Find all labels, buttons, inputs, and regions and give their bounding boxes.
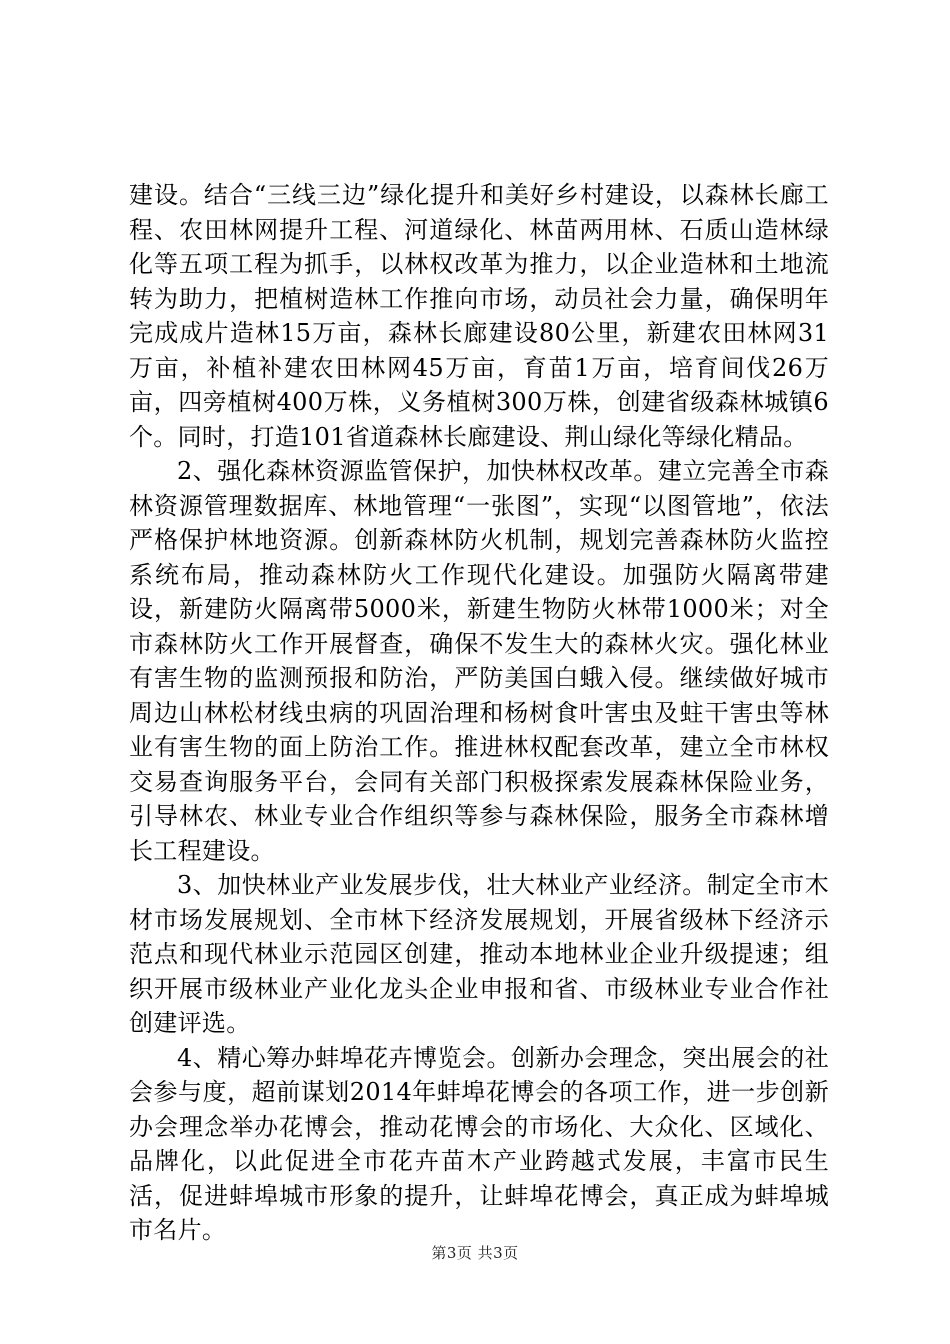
document-body (129, 178, 829, 1248)
page-number-footer: 第3页 共3页 (431, 1244, 519, 1262)
paragraph-continuation: 建设。结合“三线三边”绿化提升和美好乡村建设，以森林长廊工程、农田林网提升工程、河道绿化、林苗两用林、石质山造林绿化等五项工程为抓手，以林权改革为推力，以企业造林和土地流转为助力，把植树造林工作推向市场，动员社会力量，确保明年完成成片造林15万亩，森林长廊建设80公里，新建农田林网31万亩，补植补建农田林网45万亩，育苗1万亩，培育间伐26万亩，四旁植树400万株，义务植树300万株，创建省级森林城镇6个。同时，打造101省道森林长廊建设、荆山绿化等绿化精品。 (129, 181, 829, 451)
paragraph-item-2: 2、强化森林资源监管保护，加快林权改革。建立完善全市森林资源管理数据库、林地管理“一张图”，实现“以图管地”，依法严格保护林地资源。创新森林防火机制，规划完善森林防火监控系统布局，推动森林防火工作现代化建设。加强防火隔离带建设，新建防火隔离带5000米，新建生物防火林带1000米；对全市森林防火工作开展督查，确保不发生大的森林火灾。强化林业有害生物的监测预报和防治，严防美国白蛾入侵。继续做好城市周边山林松材线虫病的巩固治理和杨树食叶害虫及蛀干害虫等林业有害生物的面上防治工作。推进林权配套改革，建立全市林权交易查询服务平台，会同有关部门积极探索发展森林保险业务，引导林农、林业专业合作组织等参与森林保险，服务全市森林增长工程建设。 (129, 457, 829, 865)
paragraph-item-3: 3、加快林业产业发展步伐，壮大林业产业经济。制定全市木材市场发展规划、全市林下经济发展规划，开展省级林下经济示范点和现代林业示范园区创建，推动本地林业企业升级提速；组织开展市级林业产业化龙头企业申报和省、市级林业专业合作社创建评选。 (129, 871, 829, 1037)
paragraph-item-4: 4、精心筹办蚌埠花卉博览会。创新办会理念，突出展会的社会参与度，超前谋划2014年蚌埠花博会的各项工作，进一步创新办会理念举办花博会，推动花博会的市场化、大众化、区域化、品牌化，以此促进全市花卉苗木产业跨越式发展，丰富市民生活，促进蚌埠城市形象的提升，让蚌埠花博会，真正成为蚌埠城市名片。 (129, 1043, 829, 1244)
